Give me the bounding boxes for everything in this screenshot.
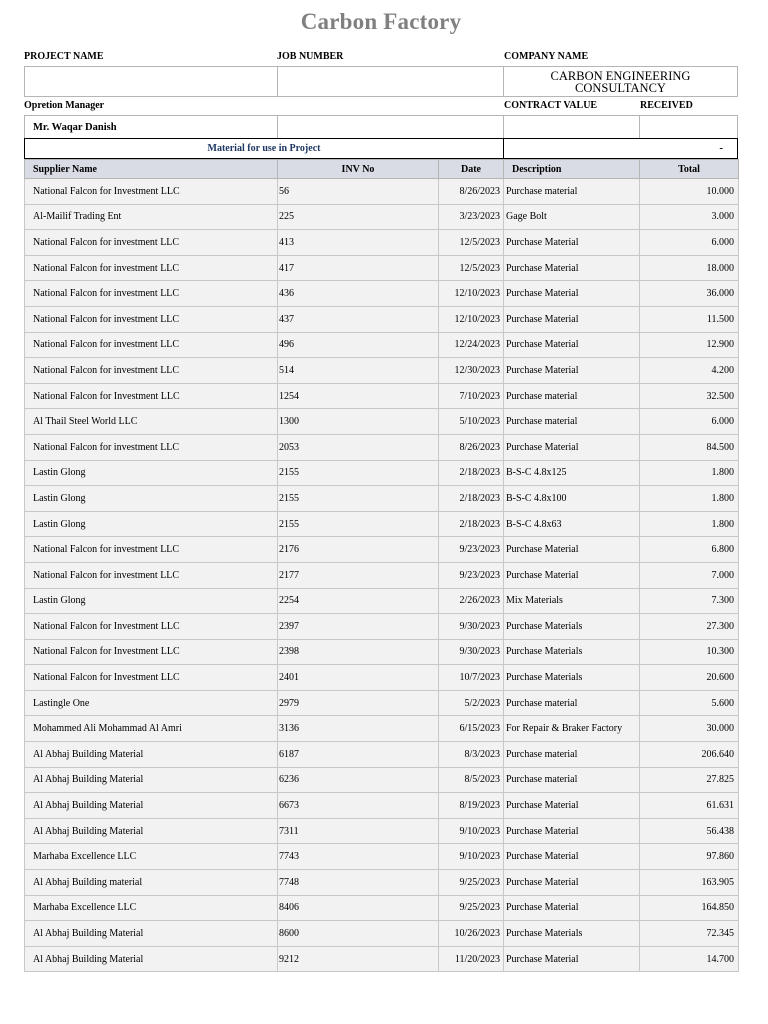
material-summary-bar — [24, 138, 738, 159]
total-cell[interactable]: 72.345 — [640, 921, 739, 947]
description-cell[interactable]: Purchase Material — [504, 793, 640, 819]
date-cell[interactable]: 12/10/2023 — [439, 281, 504, 307]
total-cell[interactable]: 164.850 — [640, 895, 739, 921]
table-row — [25, 767, 739, 793]
date-cell[interactable]: 2/18/2023 — [439, 511, 504, 537]
total-cell[interactable]: 10.300 — [640, 639, 739, 665]
inv-no-cell[interactable]: 1254 — [278, 383, 439, 409]
supplier-cell[interactable]: Al Abhaj Building Material — [25, 742, 278, 768]
date-cell[interactable]: 12/24/2023 — [439, 332, 504, 358]
total-cell[interactable]: 3.000 — [640, 204, 739, 230]
contract-value-field[interactable] — [503, 115, 640, 139]
table-row — [25, 486, 739, 512]
date-cell[interactable]: 9/10/2023 — [439, 818, 504, 844]
description-cell[interactable]: Purchase Materials — [504, 921, 640, 947]
project-name-field[interactable] — [24, 66, 278, 97]
inv-no-cell[interactable]: 9212 — [278, 946, 439, 972]
total-cell[interactable]: 14.700 — [640, 946, 739, 972]
inv-no-cell[interactable]: 2155 — [278, 486, 439, 512]
date-cell[interactable]: 9/30/2023 — [439, 614, 504, 640]
supplier-cell[interactable]: Lastin Glong — [25, 511, 278, 537]
description-cell[interactable]: Purchase Material — [504, 255, 640, 281]
date-cell[interactable]: 2/18/2023 — [439, 486, 504, 512]
inv-no-cell[interactable]: 2254 — [278, 588, 439, 614]
supplier-cell[interactable]: Al Abhaj Building Material — [25, 818, 278, 844]
total-cell[interactable]: 10.000 — [640, 179, 739, 205]
description-cell[interactable]: Purchase material — [504, 383, 640, 409]
table-row — [25, 921, 739, 947]
supplier-cell[interactable]: Al Abhaj Building Material — [25, 946, 278, 972]
total-cell[interactable]: 4.200 — [640, 358, 739, 384]
col-header-total[interactable]: Total — [640, 160, 739, 179]
date-cell[interactable]: 6/15/2023 — [439, 716, 504, 742]
description-cell[interactable]: B-S-C 4.8x100 — [504, 486, 640, 512]
description-cell[interactable]: Purchase material — [504, 179, 640, 205]
table-header-row — [25, 160, 739, 179]
table-row — [25, 870, 739, 896]
total-cell[interactable]: 5.600 — [640, 690, 739, 716]
description-cell[interactable]: Purchase material — [504, 409, 640, 435]
table-row — [25, 562, 739, 588]
table-row — [25, 588, 739, 614]
description-cell[interactable]: Purchase Material — [504, 818, 640, 844]
table-row — [25, 511, 739, 537]
material-summary-label: Material for use in Project — [25, 139, 504, 158]
inv-no-cell[interactable]: 2177 — [278, 562, 439, 588]
date-cell[interactable]: 11/20/2023 — [439, 946, 504, 972]
supplier-cell[interactable]: Al Abhaj Building material — [25, 870, 278, 896]
supplier-cell[interactable]: National Falcon for investment LLC — [25, 306, 278, 332]
description-cell[interactable]: Mix Materials — [504, 588, 640, 614]
inv-no-cell[interactable]: 437 — [278, 306, 439, 332]
total-cell[interactable]: 61.631 — [640, 793, 739, 819]
job-number-label: JOB NUMBER — [277, 51, 344, 62]
total-cell[interactable]: 11.500 — [640, 306, 739, 332]
supplier-cell[interactable]: Lastin Glong — [25, 486, 278, 512]
date-cell[interactable]: 8/19/2023 — [439, 793, 504, 819]
total-cell[interactable]: 6.000 — [640, 409, 739, 435]
total-cell[interactable]: 56.438 — [640, 818, 739, 844]
date-cell[interactable]: 8/3/2023 — [439, 742, 504, 768]
date-cell[interactable]: 12/10/2023 — [439, 306, 504, 332]
supplier-cell[interactable]: National Falcon for Investment LLC — [25, 179, 278, 205]
table-row — [25, 409, 739, 435]
company-name-label: COMPANY NAME — [504, 51, 589, 62]
supplier-cell[interactable]: Al Abhaj Building Material — [25, 793, 278, 819]
description-cell[interactable]: Purchase Material — [504, 537, 640, 563]
inv-no-cell[interactable]: 436 — [278, 281, 439, 307]
table-row — [25, 665, 739, 691]
inv-no-cell[interactable]: 496 — [278, 332, 439, 358]
total-cell[interactable]: 20.600 — [640, 665, 739, 691]
inv-no-cell[interactable]: 1300 — [278, 409, 439, 435]
date-cell[interactable]: 8/26/2023 — [439, 434, 504, 460]
supplier-cell[interactable]: National Falcon for Investment LLC — [25, 665, 278, 691]
material-summary-value: - — [719, 142, 723, 154]
total-cell[interactable]: 6.800 — [640, 537, 739, 563]
received-label: RECEIVED — [640, 100, 693, 111]
inv-no-cell[interactable]: 225 — [278, 204, 439, 230]
description-cell[interactable]: Purchase Materials — [504, 665, 640, 691]
description-cell[interactable]: For Repair & Braker Factory — [504, 716, 640, 742]
inv-no-cell[interactable]: 2155 — [278, 511, 439, 537]
date-cell[interactable]: 5/10/2023 — [439, 409, 504, 435]
manager-extra-field[interactable] — [277, 115, 504, 139]
description-cell[interactable]: Purchase Material — [504, 332, 640, 358]
inv-no-cell[interactable]: 2155 — [278, 460, 439, 486]
inv-no-cell[interactable]: 3136 — [278, 716, 439, 742]
inv-no-cell[interactable]: 7311 — [278, 818, 439, 844]
total-cell[interactable]: 12.900 — [640, 332, 739, 358]
table-row — [25, 690, 739, 716]
page-title: Carbon Factory — [300, 9, 462, 34]
supplier-cell[interactable]: Al Abhaj Building Material — [25, 767, 278, 793]
total-cell[interactable]: 1.800 — [640, 486, 739, 512]
supplier-cell[interactable]: National Falcon for investment LLC — [25, 358, 278, 384]
inv-no-cell[interactable]: 413 — [278, 230, 439, 256]
total-cell[interactable]: 32.500 — [640, 383, 739, 409]
received-field[interactable] — [639, 115, 738, 139]
inv-no-cell[interactable]: 8600 — [278, 921, 439, 947]
table-row — [25, 946, 739, 972]
inv-no-cell[interactable]: 7748 — [278, 870, 439, 896]
inv-no-cell[interactable]: 6673 — [278, 793, 439, 819]
table-row — [25, 434, 739, 460]
date-cell[interactable]: 9/10/2023 — [439, 844, 504, 870]
total-cell[interactable]: 18.000 — [640, 255, 739, 281]
date-cell[interactable]: 3/23/2023 — [439, 204, 504, 230]
description-cell[interactable]: Purchase Material — [504, 358, 640, 384]
supplier-cell[interactable]: Marhaba Excellence LLC — [25, 895, 278, 921]
table-row — [25, 204, 739, 230]
col-header-date[interactable]: Date — [439, 160, 504, 179]
supplier-cell[interactable]: National Falcon for Investment LLC — [25, 639, 278, 665]
supplier-cell[interactable]: National Falcon for investment LLC — [25, 281, 278, 307]
date-cell[interactable]: 10/26/2023 — [439, 921, 504, 947]
supplier-cell[interactable]: National Falcon for investment LLC — [25, 537, 278, 563]
total-cell[interactable]: 206.640 — [640, 742, 739, 768]
table-row — [25, 179, 739, 205]
supplier-cell[interactable]: National Falcon for Investment LLC — [25, 614, 278, 640]
date-cell[interactable]: 9/25/2023 — [439, 870, 504, 896]
date-cell[interactable]: 8/5/2023 — [439, 767, 504, 793]
description-cell[interactable]: Purchase material — [504, 767, 640, 793]
job-number-field[interactable] — [277, 66, 504, 97]
col-header-supplier[interactable]: Supplier Name — [25, 160, 278, 179]
supplier-cell[interactable]: National Falcon for Investment LLC — [25, 383, 278, 409]
table-row — [25, 460, 739, 486]
date-cell[interactable]: 7/10/2023 — [439, 383, 504, 409]
table-row — [25, 614, 739, 640]
description-cell[interactable]: Purchase Material — [504, 434, 640, 460]
table-row — [25, 358, 739, 384]
description-cell[interactable]: Purchase Material — [504, 870, 640, 896]
date-cell[interactable]: 9/25/2023 — [439, 895, 504, 921]
inv-no-cell[interactable]: 6187 — [278, 742, 439, 768]
inv-no-cell[interactable]: 2401 — [278, 665, 439, 691]
inv-no-cell[interactable]: 8406 — [278, 895, 439, 921]
total-cell[interactable]: 27.825 — [640, 767, 739, 793]
total-cell[interactable]: 1.800 — [640, 460, 739, 486]
description-cell[interactable]: Purchase Material — [504, 562, 640, 588]
supplier-cell[interactable]: Lastin Glong — [25, 588, 278, 614]
material-table — [24, 159, 739, 972]
table-row — [25, 844, 739, 870]
total-cell[interactable]: 30.000 — [640, 716, 739, 742]
table-row — [25, 793, 739, 819]
inv-no-cell[interactable]: 2053 — [278, 434, 439, 460]
supplier-cell[interactable]: Al-Mailif Trading Ent — [25, 204, 278, 230]
total-cell[interactable]: 1.800 — [640, 511, 739, 537]
total-cell[interactable]: 36.000 — [640, 281, 739, 307]
total-cell[interactable]: 84.500 — [640, 434, 739, 460]
description-cell[interactable]: Purchase Material — [504, 895, 640, 921]
description-cell[interactable]: Purchase Material — [504, 281, 640, 307]
supplier-cell[interactable]: Marhaba Excellence LLC — [25, 844, 278, 870]
company-name-field[interactable]: CARBON ENGINEERING CONSULTANCY — [503, 66, 738, 97]
inv-no-cell[interactable]: 56 — [278, 179, 439, 205]
project-name-label: PROJECT NAME — [24, 51, 104, 62]
supplier-cell[interactable]: Lastin Glong — [25, 460, 278, 486]
table-row — [25, 306, 739, 332]
date-cell[interactable]: 9/23/2023 — [439, 562, 504, 588]
date-cell[interactable]: 2/26/2023 — [439, 588, 504, 614]
supplier-cell[interactable]: Mohammed Ali Mohammad Al Amri — [25, 716, 278, 742]
description-cell[interactable]: Purchase material — [504, 742, 640, 768]
supplier-cell[interactable]: National Falcon for investment LLC — [25, 434, 278, 460]
date-cell[interactable]: 9/30/2023 — [439, 639, 504, 665]
table-row — [25, 742, 739, 768]
description-cell[interactable]: Purchase Material — [504, 946, 640, 972]
table-row — [25, 537, 739, 563]
total-cell[interactable]: 7.300 — [640, 588, 739, 614]
table-row — [25, 716, 739, 742]
inv-no-cell[interactable]: 6236 — [278, 767, 439, 793]
description-cell[interactable]: Purchase Material — [504, 230, 640, 256]
description-cell[interactable]: B-S-C 4.8x125 — [504, 460, 640, 486]
inv-no-cell[interactable]: 417 — [278, 255, 439, 281]
contract-value-label: CONTRACT VALUE — [504, 100, 598, 111]
description-cell[interactable]: Purchase Materials — [504, 614, 640, 640]
inv-no-cell[interactable]: 7743 — [278, 844, 439, 870]
description-cell[interactable]: Purchase material — [504, 690, 640, 716]
supplier-cell[interactable]: Lastingle One — [25, 690, 278, 716]
total-cell[interactable]: 27.300 — [640, 614, 739, 640]
supplier-cell[interactable]: National Falcon for investment LLC — [25, 230, 278, 256]
total-cell[interactable]: 163.905 — [640, 870, 739, 896]
table-row — [25, 332, 739, 358]
description-cell[interactable]: Purchase Materials — [504, 639, 640, 665]
description-cell[interactable]: Gage Bolt — [504, 204, 640, 230]
date-cell[interactable]: 8/26/2023 — [439, 179, 504, 205]
date-cell[interactable]: 9/23/2023 — [439, 537, 504, 563]
inv-no-cell[interactable]: 2397 — [278, 614, 439, 640]
supplier-cell[interactable]: Al Abhaj Building Material — [25, 921, 278, 947]
description-cell[interactable]: B-S-C 4.8x63 — [504, 511, 640, 537]
inv-no-cell[interactable]: 2979 — [278, 690, 439, 716]
col-header-description[interactable]: Description — [504, 160, 640, 179]
date-cell[interactable]: 10/7/2023 — [439, 665, 504, 691]
table-row — [25, 230, 739, 256]
table-row — [25, 639, 739, 665]
col-header-inv-no[interactable]: INV No — [278, 160, 439, 179]
supplier-cell[interactable]: Al Thail Steel World LLC — [25, 409, 278, 435]
description-cell[interactable]: Purchase Material — [504, 844, 640, 870]
supplier-cell[interactable]: National Falcon for investment LLC — [25, 332, 278, 358]
supplier-cell[interactable]: National Falcon for investment LLC — [25, 255, 278, 281]
total-cell[interactable]: 7.000 — [640, 562, 739, 588]
date-cell[interactable]: 12/30/2023 — [439, 358, 504, 384]
total-cell[interactable]: 6.000 — [640, 230, 739, 256]
inv-no-cell[interactable]: 2398 — [278, 639, 439, 665]
description-cell[interactable]: Purchase Material — [504, 306, 640, 332]
table-row — [25, 281, 739, 307]
table-row — [25, 818, 739, 844]
date-cell[interactable]: 2/18/2023 — [439, 460, 504, 486]
date-cell[interactable]: 12/5/2023 — [439, 230, 504, 256]
date-cell[interactable]: 5/2/2023 — [439, 690, 504, 716]
date-cell[interactable]: 12/5/2023 — [439, 255, 504, 281]
manager-label: Opretion Manager — [24, 100, 105, 111]
table-row — [25, 255, 739, 281]
total-cell[interactable]: 97.860 — [640, 844, 739, 870]
table-row — [25, 895, 739, 921]
table-row — [25, 383, 739, 409]
inv-no-cell[interactable]: 2176 — [278, 537, 439, 563]
inv-no-cell[interactable]: 514 — [278, 358, 439, 384]
manager-field[interactable]: Mr. Waqar Danish — [24, 115, 278, 139]
supplier-cell[interactable]: National Falcon for investment LLC — [25, 562, 278, 588]
